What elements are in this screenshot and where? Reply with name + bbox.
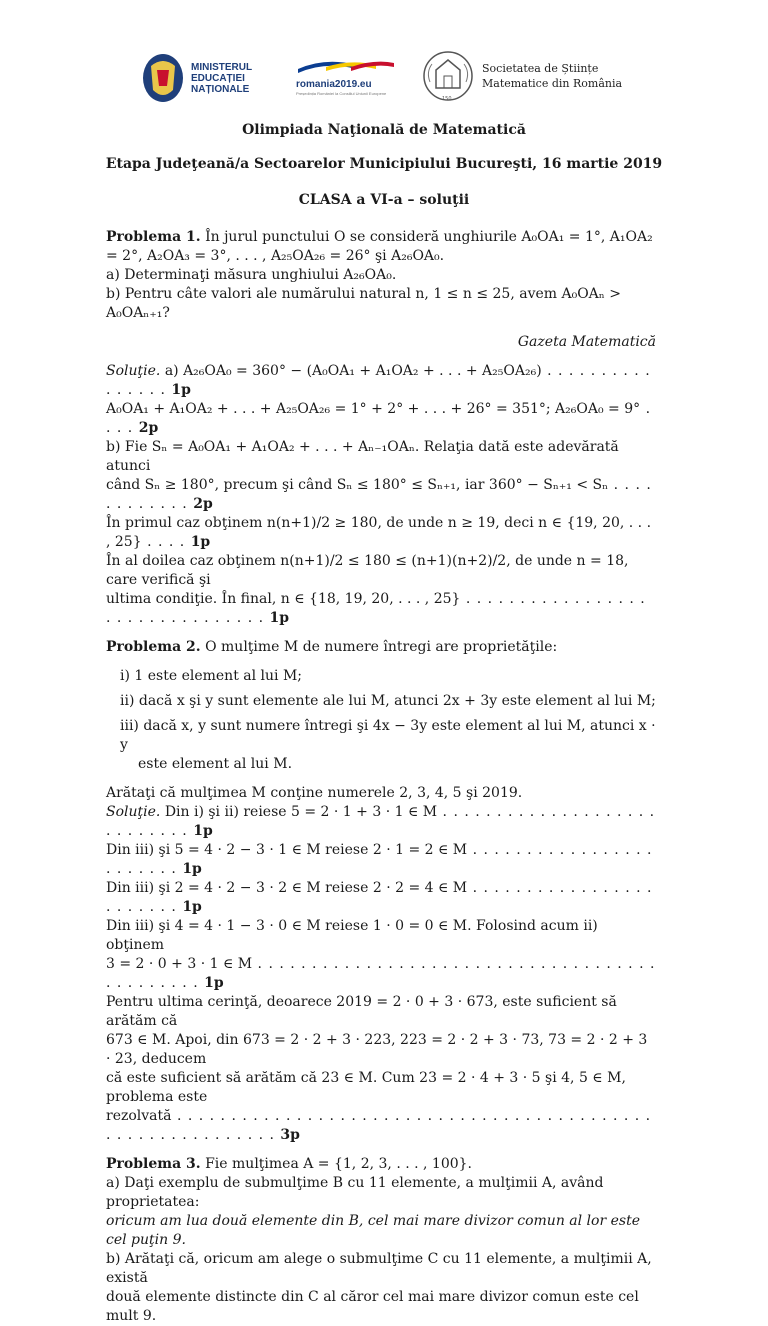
- solution-text: Din iii) şi 5 = 4 · 2 − 3 · 1 ∈ M reiese 2 · 1 = 2 ∈ M: [106, 842, 468, 858]
- svg-text:150: 150: [442, 96, 452, 102]
- points-badge: 1p: [182, 899, 202, 915]
- points-badge: 1p: [171, 382, 191, 398]
- problem-text: O mulţime M de numere întregi are proprietăţile:: [205, 639, 558, 655]
- solution-line: Din iii) şi 2 = 4 · 2 − 3 · 2 ∈ M reiese 2 · 2 = 4 ∈ M . . . . . . . . . . . . . . . . . . . . . . . . 1p: [106, 880, 653, 915]
- solution-text: b) Fie Sₙ = A₀OA₁ + A₁OA₂ + . . . + Aₙ₋₁OAₙ. Relaţia dată este adevărată atunci: [106, 439, 619, 474]
- ssmr-logo: [422, 48, 622, 104]
- problem-1-part-b: b) Pentru câte valori ale numărului natural n, 1 ≤ n ≤ 25, avem A₀OAₙ > A₀OAₙ₊₁?: [106, 286, 622, 321]
- points-badge: 1p: [182, 861, 202, 877]
- romania2019-text: romania2019.eu: [296, 79, 372, 90]
- points-badge: 1p: [190, 534, 211, 550]
- solution-line: [106, 993, 656, 1031]
- points-badge: 2p: [138, 420, 159, 436]
- solution-line: Soluţie. a) A₂₆OA₀ = 360° − (A₀OA₁ + A₁OA₂ + . . . + A₂₅OA₂₆) . . . . . . . . . . . . . . . . 1p: [106, 363, 651, 398]
- problem-1-statement: [106, 228, 656, 266]
- society-name: [482, 61, 622, 91]
- solution-text: Din iii) şi 2 = 4 · 2 − 3 · 2 ∈ M reiese 2 · 2 = 4 ∈ M: [106, 880, 468, 896]
- points-badge: 3p: [280, 1127, 300, 1143]
- ministry-line-1: MINISTERUL: [191, 61, 253, 73]
- problem-3-part-a-property: oricum am lua două elemente din B, cel mai mare divizor comun al lor este cel puţin 9.: [106, 1213, 640, 1248]
- problem-heading: Problema 2.: [106, 639, 201, 655]
- problem-text: Fie mulţimea A = {1, 2, 3, . . . , 100}.: [205, 1156, 473, 1172]
- romania2019-logo: [296, 58, 402, 96]
- solution-line: Din iii) şi 5 = 4 · 2 − 3 · 1 ∈ M reiese 2 · 1 = 2 ∈ M . . . . . . . . . . . . . . . . . . . . . . . . 1p: [106, 842, 653, 877]
- solution-line: când Sₙ ≥ 180°, precum şi când Sₙ ≤ 180° ≤ Sₙ₊₁, iar 360° − Sₙ₊₁ < Sₙ . . . . . . . . . . . . 2p: [106, 477, 652, 512]
- problem-2-statement: [106, 638, 656, 657]
- solution-line: 3 = 2 · 0 + 3 · 1 ∈ M . . . . . . . . . . . . . . . . . . . . . . . . . . . . . . . . . . . . . . . . . . . . . . 1p: [106, 956, 656, 991]
- solution-text: când Sₙ ≥ 180°, precum şi când Sₙ ≤ 180° ≤ Sₙ₊₁, iar 360° − Sₙ₊₁ < Sₙ: [106, 477, 609, 493]
- solution-label: Soluţie.: [106, 363, 161, 379]
- solution-text: 3 = 2 · 0 + 3 · 1 ∈ M: [106, 956, 253, 972]
- points-badge: 1p: [204, 975, 224, 991]
- solution-line: [106, 1031, 656, 1069]
- solution-line: [106, 1069, 656, 1107]
- points-badge: 2p: [193, 496, 213, 512]
- list-item: iii) dacă x, y sunt numere întregi şi 4x − 3y este element al lui M, atunci x · y: [120, 718, 656, 753]
- society-seal-icon: [422, 48, 474, 104]
- document-body: [106, 228, 656, 1326]
- points-badge: 1p: [269, 610, 290, 626]
- ministry-name: [191, 62, 252, 95]
- solution-text: că este suficient să arătăm că 23 ∈ M. Cum 23 = 2 · 4 + 3 · 5 şi 4, 5 ∈ M, problema este: [106, 1070, 626, 1105]
- problem-heading: Problema 3.: [106, 1156, 201, 1172]
- olympiad-title: Olimpiada Naţională de Matematică: [242, 122, 526, 138]
- solution-text: În primul caz obţinem n(n+1)/2 ≥ 180, de unde n ≥ 19, deci n ∈ {19, 20, . . . , 25}: [106, 515, 652, 550]
- list-item: este element al lui M.: [138, 756, 293, 772]
- header-logos: [0, 44, 768, 114]
- solution-text: În al doilea caz obţinem n(n+1)/2 ≤ 180 ≤ (n+1)(n+2)/2, de unde n = 18, care verifică şi: [106, 553, 629, 588]
- problem-text: În jurul punctului O se consideră unghiurile A₀OA₁ = 1°, A₁OA₂ = 2°, A₂OA₃ = 3°, . . . , A₂₅OA₂₆ = 26° şi A₂₆OA₀.: [106, 229, 653, 264]
- problem-source: Gazeta Matematică: [517, 334, 656, 350]
- coat-of-arms-icon: [141, 52, 185, 104]
- society-line-1: Societatea de Științe: [482, 62, 599, 75]
- problem-3-statement: [106, 1155, 656, 1174]
- problem-3-part-a: a) Daţi exemplu de submulţime B cu 11 elemente, a mulţimii A, având proprietatea:: [106, 1175, 604, 1210]
- list-item: i) 1 este element al lui M;: [120, 668, 303, 684]
- problem-2-task: Arătaţi că mulţimea M conţine numerele 2, 3, 4, 5 şi 2019.: [106, 785, 523, 801]
- ministry-logo: [141, 52, 252, 104]
- solution-line: A₀OA₁ + A₁OA₂ + . . . + A₂₅OA₂₆ = 1° + 2° + . . . + 26° = 351°; A₂₆OA₀ = 9° . . . . 2p: [106, 401, 652, 436]
- list-item: ii) dacă x şi y sunt elemente ale lui M, atunci 2x + 3y este element al lui M;: [120, 693, 656, 709]
- solution-text: A₀OA₁ + A₁OA₂ + . . . + A₂₅OA₂₆ = 1° + 2° + . . . + 26° = 351°; A₂₆OA₀ = 9°: [106, 401, 641, 417]
- flag-swoosh-icon: [296, 59, 396, 73]
- solution-text: 673 ∈ M. Apoi, din 673 = 2 · 2 + 3 · 223, 223 = 2 · 2 + 3 · 73, 73 = 2 · 2 + 3 · 23, deducem: [106, 1032, 648, 1067]
- solution-text: Din i) şi ii) reiese 5 = 2 · 1 + 3 · 1 ∈ M: [164, 804, 438, 820]
- solution-line: [106, 917, 656, 955]
- solution-label: Soluţie.: [106, 804, 161, 820]
- class-title: CLASA a VI-a – soluţii: [298, 192, 470, 208]
- stage-title: Etapa Judeţeană/a Sectoarelor Municipiului Bucureşti, 16 martie 2019: [105, 156, 663, 172]
- romania2019-subtext: Președinția României la Consiliul Uniunii Europene: [296, 91, 387, 96]
- solution-line: Soluţie. Din i) şi ii) reiese 5 = 2 · 1 + 3 · 1 ∈ M . . . . . . . . . . . . . . . . . . . . . . . . . . . . 1p: [106, 804, 656, 839]
- solution-text: Pentru ultima cerinţă, deoarece 2019 = 2 · 0 + 3 · 673, este suficient să arătăm că: [106, 994, 617, 1029]
- solution-line: În primul caz obţinem n(n+1)/2 ≥ 180, de unde n ≥ 19, deci n ∈ {19, 20, . . . , 25} . . . . 1p: [106, 515, 652, 550]
- problem-3-part-b: b) Arătaţi că, oricum am alege o submulţime C cu 11 elemente, a mulţimii A, există: [106, 1251, 652, 1286]
- society-line-2: Matematice din România: [482, 77, 623, 90]
- solution-line: [106, 552, 656, 590]
- solution-text: ultima condiţie. În final, n ∈ {18, 19, 20, . . . , 25}: [106, 591, 461, 607]
- ministry-line-3: NAȚIONALE: [191, 83, 250, 95]
- solution-line: [106, 438, 656, 476]
- solution-line: ultima condiţie. În final, n ∈ {18, 19, 20, . . . , 25} . . . . . . . . . . . . . . . . . . . . . . . . . . . . . . . . 1p: [106, 591, 646, 626]
- problem-heading: Problema 1.: [106, 229, 201, 245]
- solution-text: rezolvată: [106, 1108, 172, 1124]
- ministry-line-2: EDUCAȚIEI: [191, 72, 245, 84]
- solution-text: a) A₂₆OA₀ = 360° − (A₀OA₁ + A₁OA₂ + . . . + A₂₅OA₂₆): [164, 363, 542, 379]
- property-list: [106, 667, 656, 774]
- problem-3-part-b-cont: două elemente distincte din C al căror cel mai mare divizor comun este cel mult 9.: [106, 1289, 639, 1324]
- points-badge: 1p: [193, 823, 213, 839]
- problem-1-part-a: a) Determinaţi măsura unghiului A₂₆OA₀.: [106, 267, 397, 283]
- solution-line: rezolvată . . . . . . . . . . . . . . . . . . . . . . . . . . . . . . . . . . . . . . . . . . . . . . . . . . . . . . . . . . . . 3p: [106, 1108, 652, 1143]
- solution-text: Din iii) şi 4 = 4 · 1 − 3 · 0 ∈ M reiese 1 · 0 = 0 ∈ M. Folosind acum ii) obţinem: [106, 918, 598, 953]
